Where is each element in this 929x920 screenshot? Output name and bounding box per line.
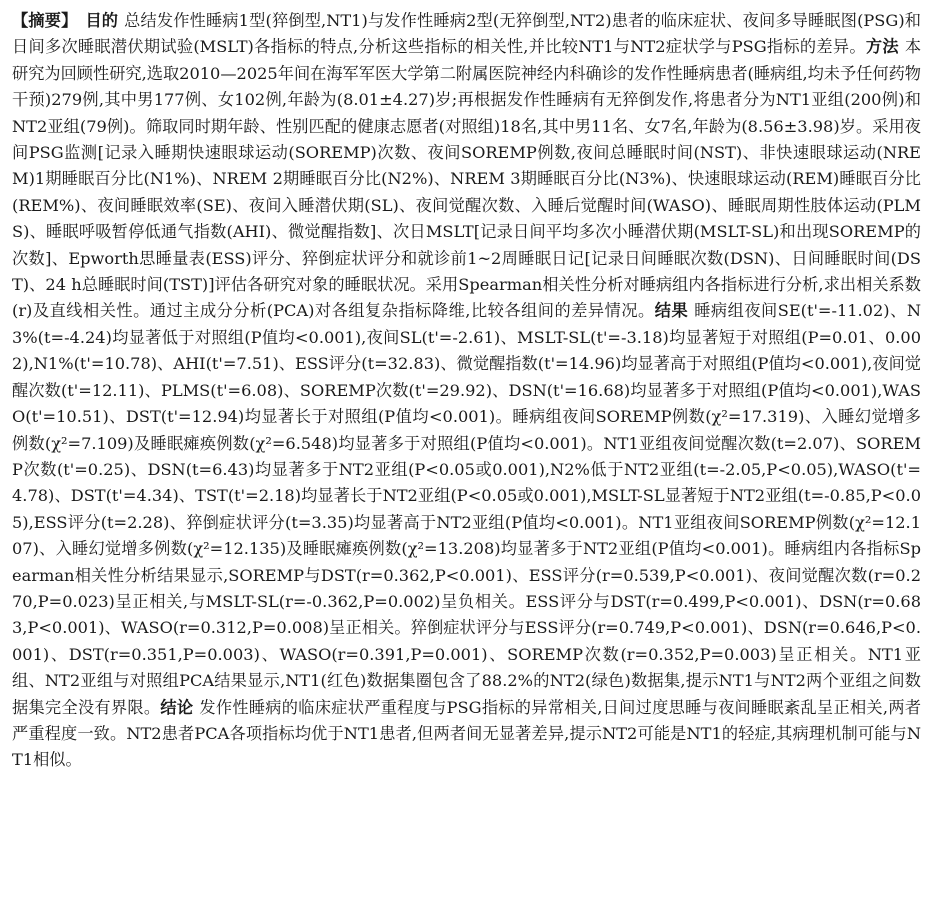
methods-label: 方法 — [865, 37, 899, 57]
conclusion-text: 发作性睡病的临床症状严重程度与PSG指标的异常相关,日间过度思睡与夜间睡眠紊乱呈正相关,两者严重程度一致。NT2患者PCA各项指标均优于NT1患者,但两者间无显著差异,提示NT2可能是NT1的轻症,其病理机制可能与NT1相似。 — [12, 697, 922, 770]
objective-label: 目的 — [85, 11, 119, 30]
objective-text: 总结发作性睡病1型(猝倒型,NT1)与发作性睡病2型(无猝倒型,NT2)患者的临床症状、夜间多导睡眠图(PSG)和日间多次睡眠潜伏期试验(MSLT)各指标的特点,分析这些指标的相关性,并比较NT1与NT2症状学与PSG指标的差异。 — [12, 11, 921, 57]
conclusion-label: 结论 — [160, 697, 194, 717]
abstract-label: 【摘要】 — [12, 11, 78, 30]
methods-text: 本研究为回顾性研究,选取2010—2025年间在海军军医大学第二附属医院神经内科确诊的发作性睡病患者(睡病组,均未予任何药物干预)279例,其中男177例、女102例,年龄为(8.01±4.27)岁;再根据发作性睡病有无猝倒发作,将患者分为NT1亚组(200例)和NT2亚组(79例)。筛取同时期年龄、性别匹配的健康志愿者(对照组)18名,其中男11名、女7名,年龄为(8.56±3.98)岁。采用夜间PSG监测[记录入睡期快速眼球运动(SOREMP)次数、夜间SOREMP例数,夜间总睡眠时间(NST)、非快速眼球运动(NREM)1期睡眠百分比(N1%)、NREM 2期睡眠百分比(N2%)、NREM 3期睡眠百分比(N3%)、快速眼球运动(REM)睡眠百分比(REM%)、夜间睡眠效率(SE)、夜间入睡潜伏期(SL)、夜间觉醒次数、入睡后觉醒时间(WASO)、睡眠周期性肢体运动(PLMS)、睡眠呼吸暂停低通气指数(AHI)、微觉醒指数]、次日MSLT[记录日间平均多次小睡潜伏期(MSLT-SL)和出现SOREMP的次数]、Epworth思睡量表(ESS)评分、猝倒症状评分和就诊前1~2周睡眠日记[记录日间睡眠次数(DSN)、日间睡眠时间(DST)、24 h总睡眠时间(TST)]评估各研究对象的睡眠状况。采用Spearman相关性分析对睡病组内各指标进行分析,求出相关系数(r)及直线相关性。通过主成分分析(PCA)对各组复杂指标降维,比较各组间的差异情况。 — [12, 37, 921, 321]
abstract-paragraph — [12, 8, 921, 774]
results-text: 睡病组夜间SE(t'=-11.02)、N3%(t=-4.24)均显著低于对照组(P值均<0.001),夜间SL(t'=-2.61)、MSLT-SL(t'=-3.18)均显著短于对照组(P=0.01、0.002),N1%(t'=10.78)、AHI(t'=7.51)、ESS评分(t=32.83)、微觉醒指数(t'=14.96)均显著高于对照组(P值均<0.001),夜间觉醒次数(t'=12.11)、PLMS(t'=6.08)、SOREMP次数(t'=29.92)、DSN(t'=16.68)均显著多于对照组(P值均<0.001),WASO(t'=10.51)、DST(t'=12.94)均显著长于对照组(P值均<0.001)。睡病组夜间SOREMP例数(χ²=17.319)、入睡幻觉增多例数(χ²=7.109)及睡眠瘫痪例数(χ²=6.548)均显著多于对照组(P值均<0.001)。NT1亚组夜间觉醒次数(t=2.07)、SOREMP次数(t'=0.25)、DSN(t=6.43)均显著多于NT2亚组(P<0.05或0.001),N2%低于NT2亚组(t=-2.05,P<0.05),WASO(t'=4.78)、DST(t'=4.34)、TST(t'=2.18)均显著长于NT2亚组(P<0.05或0.001),MSLT-SL显著短于NT2亚组(t=-0.85,P<0.05),ESS评分(t=2.28)、猝倒症状评分(t=3.35)均显著高于NT2亚组(P值均<0.001)。NT1亚组夜间SOREMP例数(χ²=12.107)、入睡幻觉增多例数(χ²=12.135)及睡眠瘫痪例数(χ²=13.208)均显著多于NT2亚组(P值均<0.001)。睡病组内各指标Spearman相关性分析结果显示,SOREMP与DST(r=0.362,P<0.001)、ESS评分(r=0.539,P<0.001)、夜间觉醒次数(r=0.270,P=0.023)呈正相关,与MSLT-SL(r=-0.362,P=0.002)呈负相关。ESS评分与DST(r=0.499,P<0.001)、DSN(r=0.683,P<0.001)、WASO(r=0.312,P=0.008)呈正相关。猝倒症状评分与ESS评分(r=0.749,P<0.001)、DSN(r=0.646,P<0.001)、DST(r=0.351,P=0.003)、WASO(r=0.391,P=0.001)、SOREMP次数(r=0.352,P=0.003)呈正相关。NT1亚组、NT2亚组与对照组PCA结果显示,NT1(红色)数据集圈包含了88.2%的NT2(绿色)数据集,提示NT1与NT2两个亚组之间数据集完全没有界限。 — [12, 301, 921, 717]
results-label: 结果 — [654, 301, 689, 321]
